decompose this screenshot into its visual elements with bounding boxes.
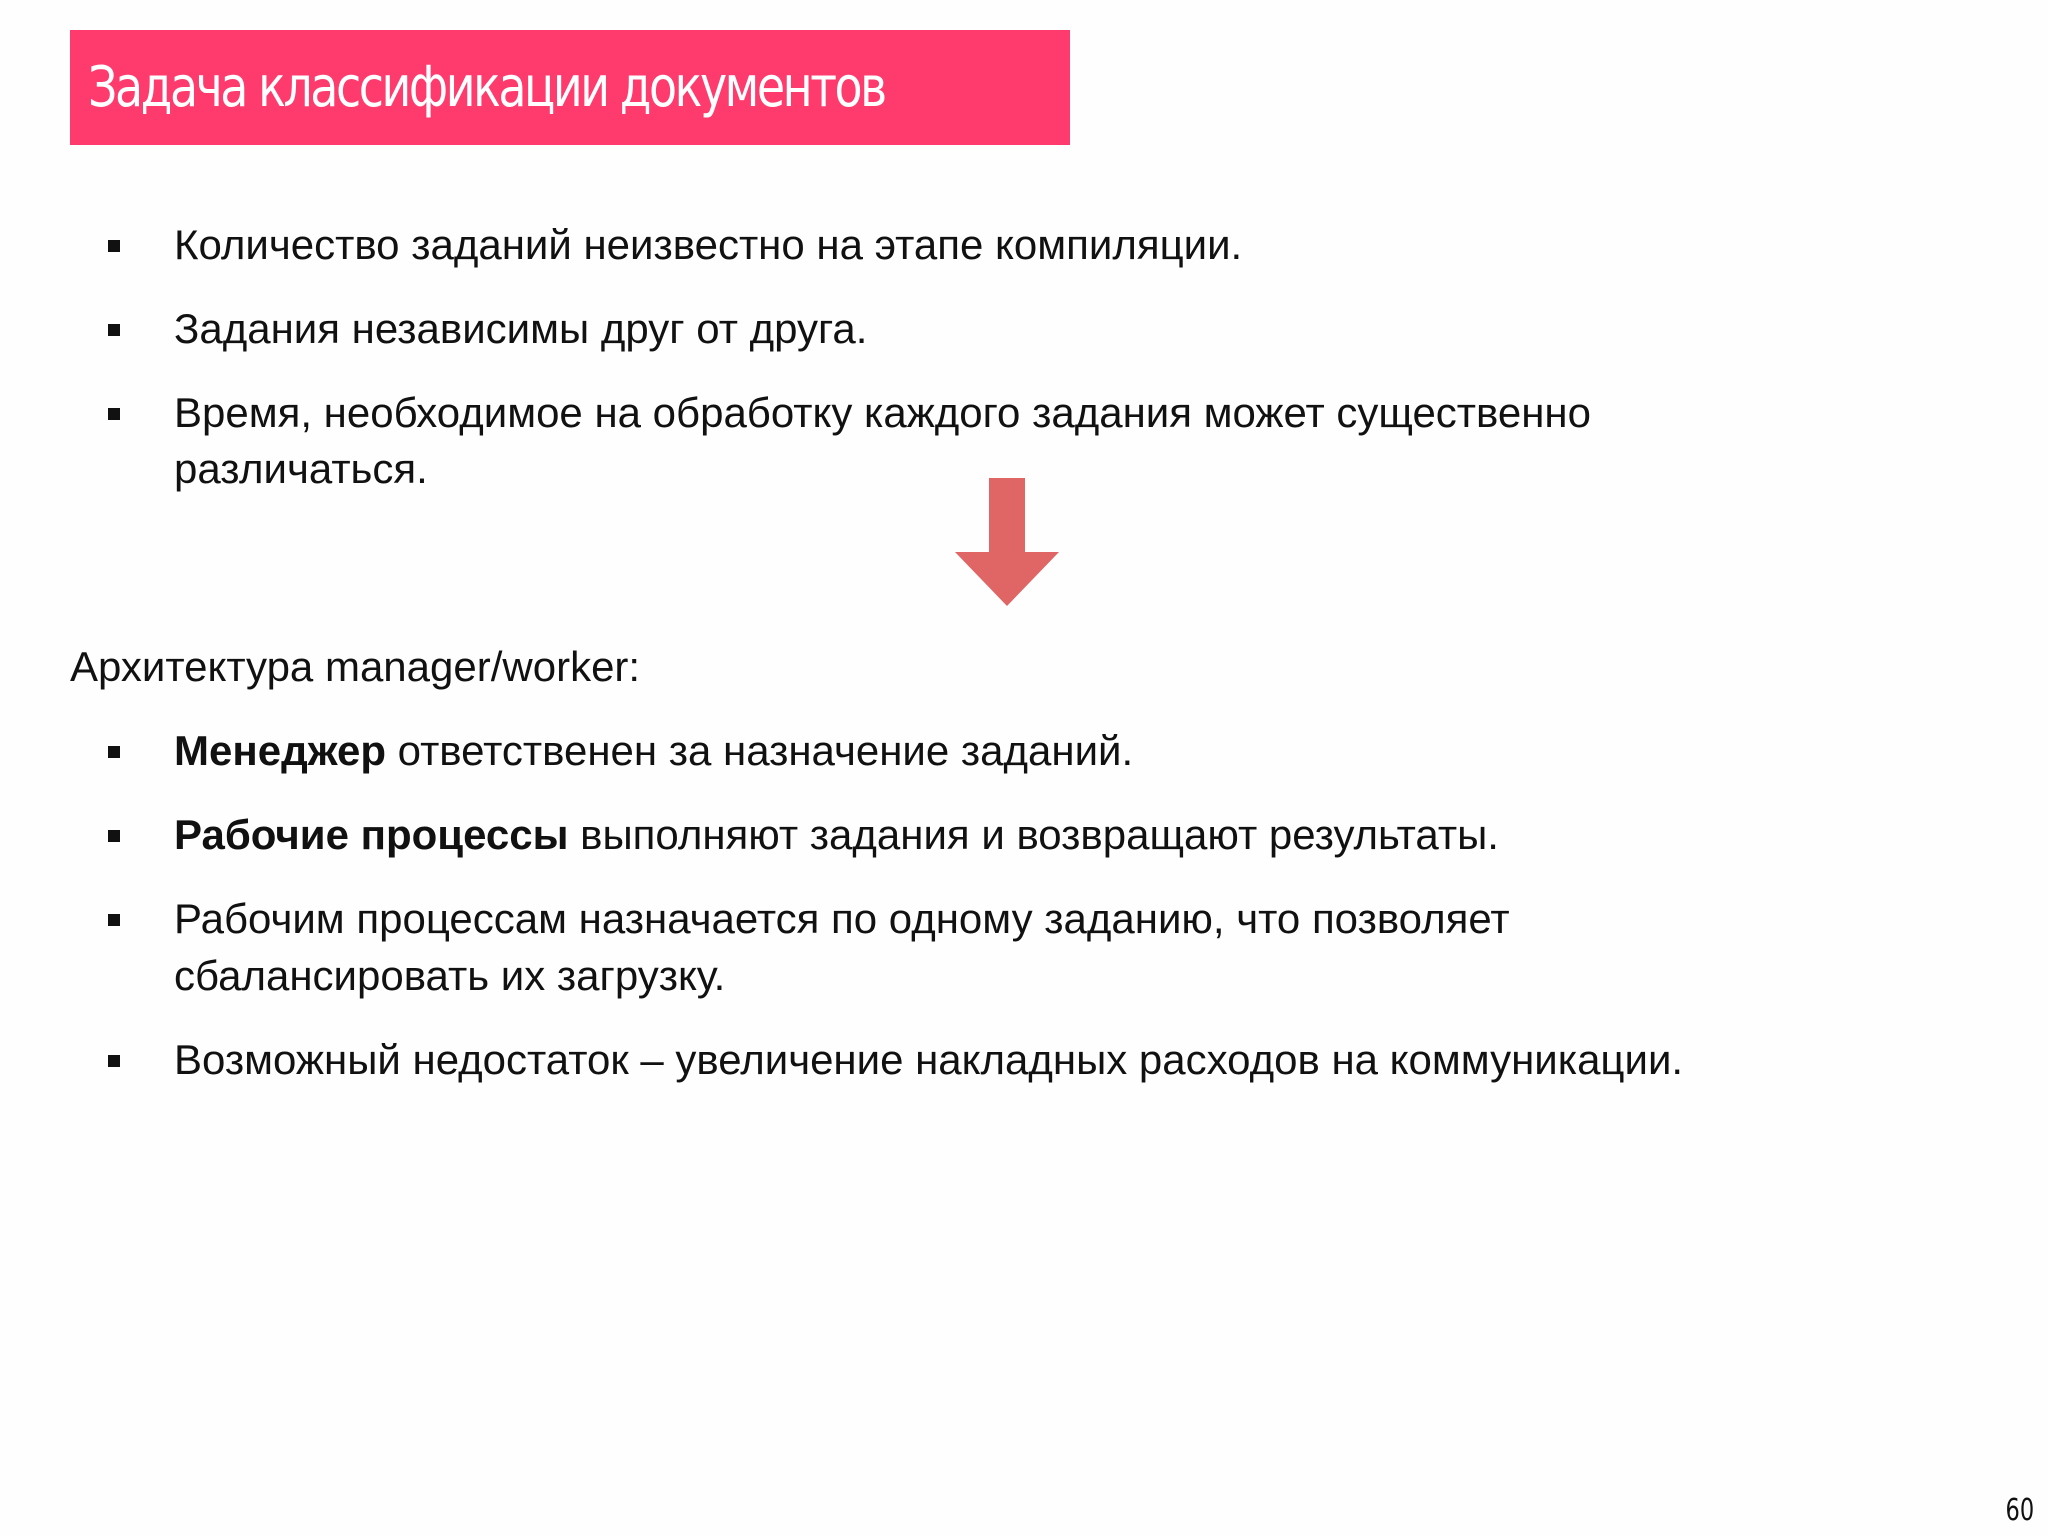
architecture-item-2-rest: выполняют задания и возвращают результаты. <box>568 811 1499 858</box>
bullet-marker <box>108 1055 120 1067</box>
bullet-marker <box>108 914 120 926</box>
problem-item-3-line-1: Время, необходимое на обработку каждого задания может существенно <box>174 389 1591 436</box>
problem-item-1: Количество заданий неизвестно на этапе компиляции. <box>174 221 1243 268</box>
bullet-marker <box>108 408 120 420</box>
bullet-marker <box>108 324 120 336</box>
architecture-item-1-bold: Менеджер <box>174 727 386 774</box>
page-number: 60 <box>2005 1493 2034 1528</box>
architecture-item-1-rest: ответственен за назначение заданий. <box>385 727 1134 774</box>
problem-item-3-line-2: различаться. <box>174 445 428 492</box>
architecture-heading: Архитектура manager/worker: <box>70 643 641 690</box>
bullet-marker <box>108 830 120 842</box>
architecture-item-3-line-2: сбалансировать их загрузку. <box>174 952 726 999</box>
architecture-item-2 <box>174 811 1499 858</box>
architecture-item-2-bold: Рабочие процессы <box>174 811 569 858</box>
architecture-item-4: Возможный недостаток – увеличение накладных расходов на коммуникации. <box>174 1036 1684 1083</box>
architecture-item-1 <box>174 727 1134 774</box>
slide-title: Задача классификации документов <box>88 54 885 120</box>
problem-item-2: Задания независимы друг от друга. <box>174 305 868 352</box>
bullet-marker <box>108 240 120 252</box>
architecture-item-3-line-1: Рабочим процессам назначается по одному заданию, что позволяет <box>174 895 1510 942</box>
down-arrow-icon <box>955 478 1059 606</box>
bullet-marker <box>108 746 120 758</box>
